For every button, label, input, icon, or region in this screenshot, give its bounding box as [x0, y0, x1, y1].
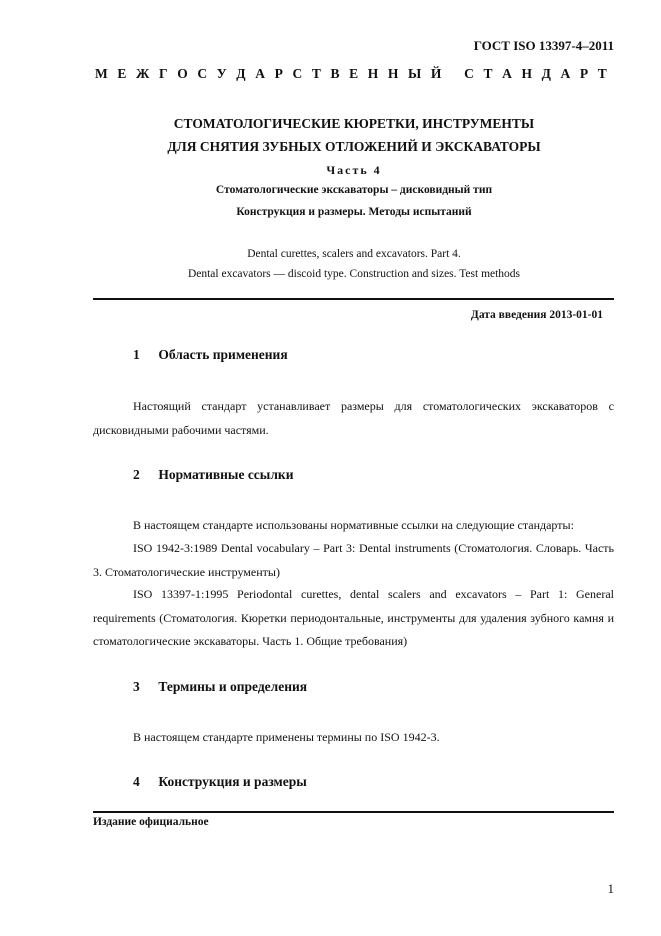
- banner-letter: Д: [236, 66, 246, 81]
- banner-letter: А: [502, 66, 512, 81]
- interstate-standard-banner: [95, 66, 607, 82]
- section-1-title: Область применения: [158, 347, 288, 362]
- banner-letter: Й: [430, 66, 442, 81]
- section-3-title: Термины и определения: [158, 679, 308, 694]
- banner-letter: Ы: [408, 66, 422, 81]
- banner-letter: А: [255, 66, 265, 81]
- section-2-paragraph-1: В настоящем стандарте использованы нормативные ссылки на следующие стандарты:: [133, 518, 574, 532]
- section-4-number: 4: [133, 774, 140, 789]
- banner-letter: У: [216, 66, 227, 81]
- section-4-heading: [133, 774, 307, 790]
- banner-letter: Т: [597, 66, 607, 81]
- banner-letter: Т: [483, 66, 493, 81]
- banner-letter: Р: [579, 66, 589, 81]
- banner-letter: С: [197, 66, 208, 81]
- banner-letter: Е: [349, 66, 359, 81]
- section-1-number: 1: [133, 347, 140, 362]
- section-2-number: 2: [133, 467, 140, 482]
- banner-letter: [451, 66, 454, 82]
- top-divider: [93, 298, 614, 300]
- banner-letter: М: [95, 66, 108, 81]
- section-4-title: Конструкция и размеры: [158, 774, 307, 789]
- section-3-heading: [133, 679, 307, 695]
- english-title-line-1: Dental curettes, scalers and excavators. Part 4.: [247, 248, 461, 260]
- banner-letter: Н: [521, 66, 532, 81]
- banner-letter: А: [560, 66, 571, 81]
- part-label: Часть 4: [326, 163, 382, 177]
- banner-letter: Т: [311, 66, 321, 81]
- section-2-paragraph-2: ISO 1942-3:1989 Dental vocabulary – Part 3: Dental instruments (Стоматология. Словарь. Часть 3. Стоматологические инструменты): [93, 541, 614, 579]
- page-number: 1: [607, 881, 614, 896]
- banner-letter: О: [177, 66, 188, 81]
- banner-letter: С: [464, 66, 474, 81]
- banner-letter: Г: [159, 66, 168, 81]
- banner-letter: Ж: [136, 66, 150, 81]
- banner-letter: Д: [541, 66, 551, 81]
- title-line-1: СТОМАТОЛОГИЧЕСКИЕ КЮРЕТКИ, ИНСТРУМЕНТЫ: [173, 116, 535, 131]
- banner-letter: Н: [387, 66, 399, 81]
- banner-letter: Е: [117, 66, 127, 81]
- document-code: ГОСТ ISO 13397-4–2011: [473, 38, 614, 53]
- section-3-text: В настоящем стандарте применены термины по ISO 1942-3.: [133, 730, 440, 744]
- english-title-line-2: Dental excavators — discoid type. Construction and sizes. Test methods: [187, 268, 521, 280]
- banner-letter: В: [330, 66, 340, 81]
- banner-letter: С: [292, 66, 303, 81]
- title-line-2: ДЛЯ СНЯТИЯ ЗУБНЫХ ОТЛОЖЕНИЙ И ЭКСКАВАТОРЫ: [167, 139, 541, 154]
- official-edition-label: Издание официальное: [93, 816, 209, 828]
- section-2-paragraph-3: ISO 13397-1:1995 Periodontal curettes, dental scalers and excavators – Part 1: General requirements (Стоматология. Кюретки периодонтальные, инструменты для удаления зубного камня и стоматологические экскаваторы. Часть 1. Общие требования): [93, 587, 614, 648]
- banner-letter: Н: [367, 66, 379, 81]
- introduction-date: Дата введения 2013-01-01: [470, 309, 603, 321]
- bottom-divider: [93, 811, 614, 813]
- section-3-number: 3: [133, 679, 140, 694]
- subtitle-line-2: Конструкция и размеры. Методы испытаний: [236, 206, 472, 218]
- section-2-title: Нормативные ссылки: [158, 467, 294, 482]
- section-1-heading: [133, 347, 288, 363]
- banner-letter: Р: [274, 66, 283, 81]
- section-1-text: Настоящий стандарт устанавливает размеры для стоматологических экскаваторов с дисковидными рабочими частями.: [93, 399, 614, 437]
- section-2-heading: [133, 467, 293, 483]
- subtitle-line-1: Стоматологические экскаваторы – дисковидный тип: [215, 184, 493, 196]
